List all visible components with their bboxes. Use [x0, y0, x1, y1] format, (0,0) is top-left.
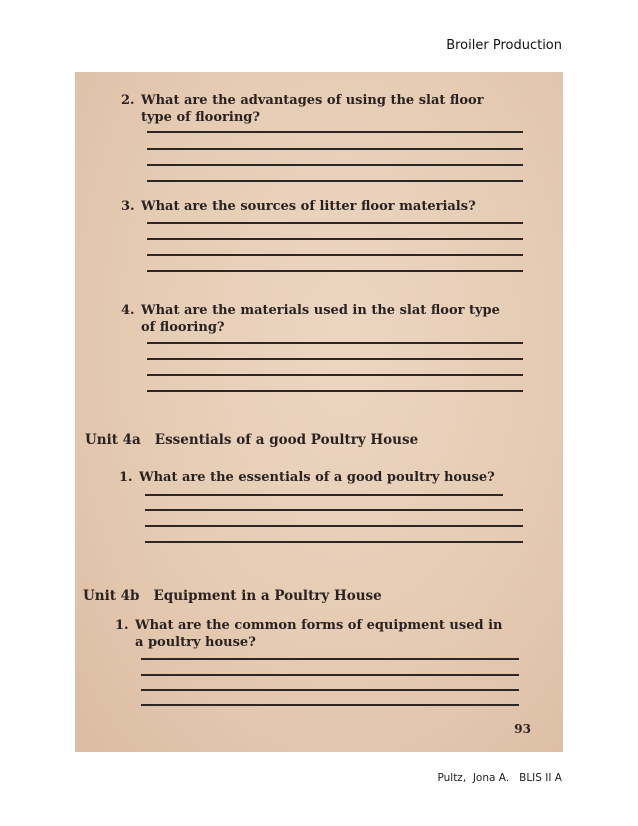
question-text: What are the sources of litter floor materials? — [141, 199, 476, 214]
answer-line[interactable] — [147, 180, 523, 182]
question-4 — [121, 302, 500, 336]
unit-title: Equipment in a Poultry House — [153, 588, 382, 604]
unit-4a-heading — [85, 432, 418, 448]
question-number: 3. — [121, 199, 135, 214]
answer-line[interactable] — [141, 704, 519, 706]
answer-line[interactable] — [145, 525, 523, 527]
page-number: 93 — [514, 722, 531, 736]
question-text: What are the materials used in the slat floor type — [141, 303, 500, 318]
question-text-continued: of flooring? — [141, 320, 225, 335]
unit-label: Unit 4a — [85, 432, 141, 448]
question-text: What are the advantages of using the slat floor — [141, 93, 484, 108]
answer-line[interactable] — [145, 541, 523, 543]
document-header: Broiler Production — [446, 38, 562, 53]
answer-line[interactable] — [141, 674, 519, 676]
question-text-continued: type of flooring? — [141, 110, 260, 125]
question-2 — [121, 92, 484, 126]
answer-line[interactable] — [147, 222, 523, 224]
answer-line[interactable] — [147, 238, 523, 240]
answer-line[interactable] — [147, 164, 523, 166]
unit-label: Unit 4b — [83, 588, 140, 604]
unit-title: Essentials of a good Poultry House — [154, 432, 419, 448]
question-number: 4. — [121, 303, 135, 318]
answer-line[interactable] — [147, 270, 523, 272]
answer-line[interactable] — [141, 658, 519, 660]
question-number: 1. — [115, 618, 129, 633]
answer-line[interactable] — [141, 689, 519, 691]
scanned-workbook-page — [75, 72, 563, 752]
question-4b-1 — [115, 617, 502, 651]
question-number: 1. — [119, 470, 133, 485]
answer-line[interactable] — [147, 358, 523, 360]
question-4a-1 — [119, 469, 495, 486]
question-text: What are the common forms of equipment used in — [135, 618, 503, 633]
answer-line[interactable] — [147, 131, 523, 133]
question-number: 2. — [121, 93, 135, 108]
answer-line[interactable] — [147, 254, 523, 256]
answer-line[interactable] — [145, 509, 523, 511]
question-text: What are the essentials of a good poultry house? — [139, 470, 495, 485]
answer-line[interactable] — [147, 374, 523, 376]
document-footer: Pultz, Jona A. BLIS II A — [437, 772, 562, 784]
unit-4b-heading — [83, 588, 382, 604]
question-text-continued: a poultry house? — [135, 635, 256, 650]
answer-line[interactable] — [147, 390, 523, 392]
answer-line[interactable] — [145, 494, 503, 496]
answer-line[interactable] — [147, 148, 523, 150]
answer-line[interactable] — [147, 342, 523, 344]
question-3 — [121, 198, 476, 215]
